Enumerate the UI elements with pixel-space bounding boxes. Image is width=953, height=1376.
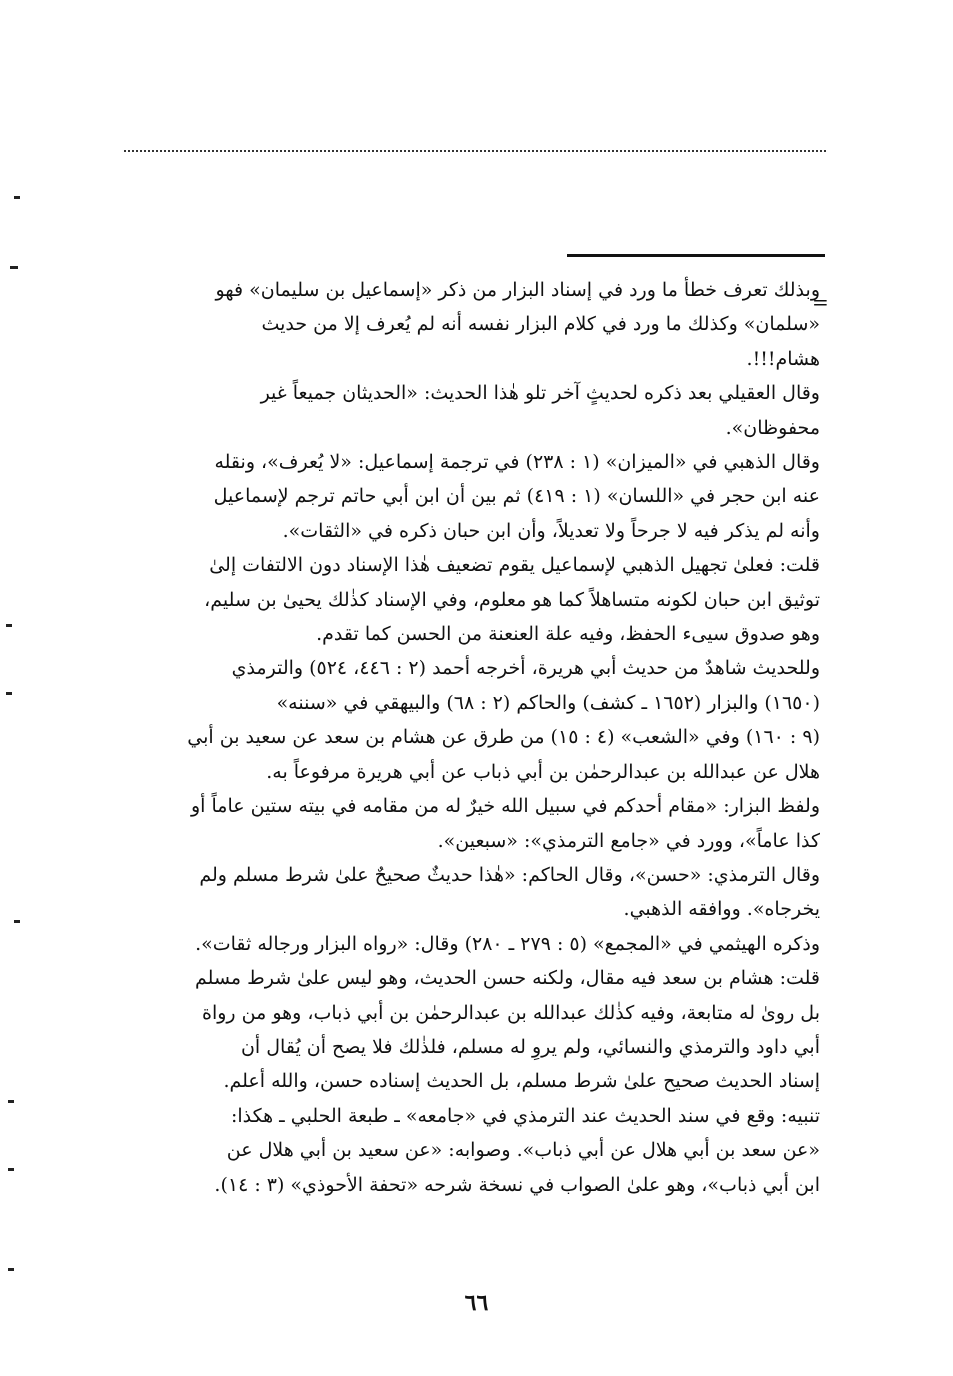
text-line: توثيق ابن حبان لكونه متساهلاً كما هو معلوم، وفي الإسناد كذٰلك يحيىٰ بن سليم، xyxy=(204,588,820,611)
margin-mark xyxy=(14,196,20,199)
text-line: تنبيه: وقع في سند الحديث عند الترمذي في «جامعه» ـ طبعة الحلبي ـ هكذا: xyxy=(230,1104,820,1127)
text-line: وقال الذهبي في «الميزان» (١ : ٢٣٨) في ترجمة إسماعيل: «لا يُعرف»، ونقله xyxy=(214,451,820,474)
text-line: وقال الترمذي: «حسن»، وقال الحاكم: «هٰذا حديثٌ صحيحٌ علىٰ شرط مسلم ولم xyxy=(199,863,820,886)
text-line: محفوظان». xyxy=(725,416,820,439)
margin-mark xyxy=(8,1168,14,1171)
text-line: ابن أبي ذباب»، وهو علىٰ الصواب في نسخة شرحه «تحفة الأحوذي» (٣ : ١٤). xyxy=(214,1173,820,1196)
text-line: يخرجاه». ووافقه الذهبي. xyxy=(623,898,820,921)
text-line: عنه ابن حجر في «اللسان» (١ : ٤١٩) ثم بين أن ابن أبي حاتم ترجم لإسماعيل xyxy=(213,485,820,508)
text-line: وبذلك تعرف خطأ ما ورد في إسناد البزار من ذكر «إسماعيل بن سليمان» فهو xyxy=(215,279,820,301)
text-line: وأنه لم يذكر فيه لا جرحاً ولا تعديلاً، وأن ابن حبان ذكره في «الثقات». xyxy=(282,519,820,542)
margin-mark xyxy=(8,1100,14,1103)
margin-mark xyxy=(6,692,12,695)
text-line: كذا عاماً»، وورد في «جامع الترمذي»: «سبعين». xyxy=(437,829,820,852)
footnote-separator-rule xyxy=(567,254,825,257)
margin-mark xyxy=(14,920,20,923)
text-line: إسناد الحديث صحيح علىٰ شرط مسلم، بل الحديث إسناده حسن، والله أعلم. xyxy=(223,1070,820,1093)
continuation-mark: = xyxy=(812,290,829,314)
footnote-text-body xyxy=(120,273,820,1202)
text-line: هشام!!!. xyxy=(746,347,820,370)
text-line: أبي داود والترمذي والنسائي، ولم يروِ له مسلم، فلذٰلك فلا يصح أن يُقال أن xyxy=(240,1035,820,1058)
text-line: (١٦٥٠) والبزار (١٦٥٢ ـ كشف) والحاكم (٢ : ٦٨) والبيهقي في «سننه» xyxy=(276,691,820,714)
text-line: وذكره الهيثمي في «المجمع» (٥ : ٢٧٩ ـ ٢٨٠) وقال: «رواه البزار ورجاله ثقات». xyxy=(195,932,820,955)
text-line: قلت: فعلىٰ تجهيل الذهبي لإسماعيل يقوم تضعيف هٰذا الإسناد دون الالتفات إلىٰ xyxy=(209,554,820,577)
text-line: قلت: هشام بن سعد فيه مقال، ولكنه حسن الحديث، وهو ليس علىٰ شرط مسلم xyxy=(195,967,820,990)
margin-mark xyxy=(6,624,12,627)
text-line: وهو صدوق سيىء الحفظ، وفيه علة العنعنة من الحسن كما تقدم. xyxy=(316,623,820,646)
header-dotted-rule xyxy=(124,150,826,152)
page-number: ٦٦ xyxy=(464,1290,489,1316)
text-line: هلال عن عبدالله بن عبدالرحمٰن بن أبي ذباب عن أبي هريرة مرفوعاً به. xyxy=(266,760,820,783)
margin-mark xyxy=(10,266,18,269)
text-line: «سلمان» وكذلك ما ورد في كلام البزار نفسه أنه لم يُعرف إلا من حديث xyxy=(261,313,820,336)
margin-mark xyxy=(8,1268,14,1271)
text-line: وللحديث شاهدٌ من حديث أبي هريرة، أخرجه أحمد (٢ : ٤٤٦، ٥٢٤) والترمذي xyxy=(231,657,820,680)
text-line: بل روىٰ له متابعة، وفيه كذٰلك عبدالله بن عبدالرحمٰن بن أبي ذباب، وهو من رواة xyxy=(202,1001,820,1024)
text-line: (٩ : ١٦٠) وفي «الشعب» (٤ : ١٥) من طرق عن هشام بن سعد عن سعيد بن أبي xyxy=(187,726,820,749)
text-line: وقال العقيلي بعد ذكره لحديثٍ آخر تلو هٰذا الحديث: «الحديثان جميعاً غير xyxy=(260,382,820,405)
text-line: «عن سعد بن أبي هلال عن أبي ذباب». وصوابه: «عن سعيد بن أبي هلال عن xyxy=(226,1139,820,1162)
text-line: ولفظ البزار: «مقام أحدكم في سبيل الله خيرٌ له من مقامه في بيته ستين عاماً أو xyxy=(190,795,820,818)
